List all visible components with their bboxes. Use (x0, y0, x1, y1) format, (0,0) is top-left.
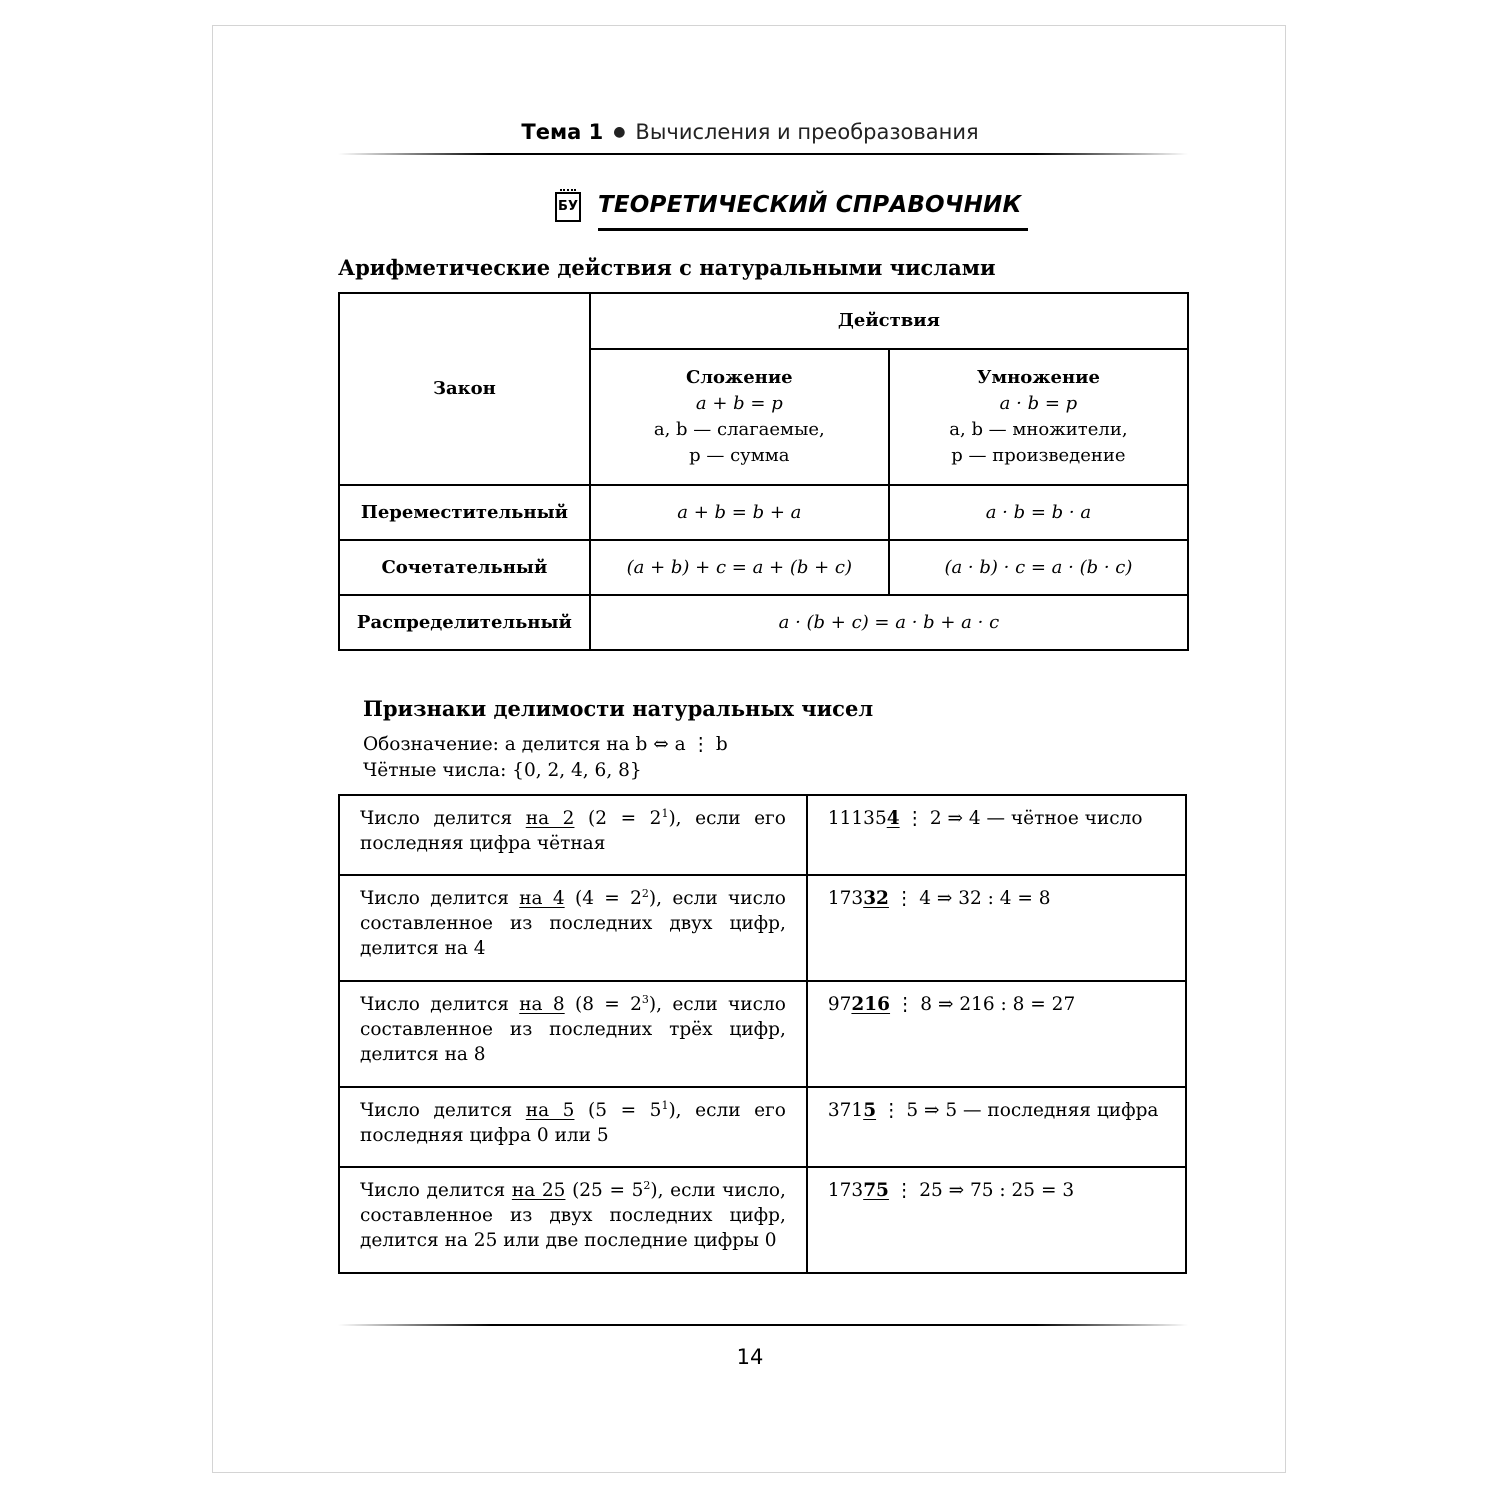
multiplication-header (889, 349, 1188, 485)
section-title-arithmetic: Арифметические действия с натуральными числами (338, 255, 996, 280)
addition-formula: a + b = p (695, 393, 783, 414)
rule-div-25 (339, 1167, 807, 1273)
topic-label: Тема 1 (521, 120, 604, 144)
rule-div-2 (339, 795, 807, 875)
rule-div-5 (339, 1087, 807, 1167)
example-key-digits: 75 (863, 1180, 889, 1201)
example-digits: 173 (827, 888, 864, 909)
rule-divisor: на 8 (519, 994, 565, 1015)
rule-divisor: на 5 (525, 1100, 575, 1121)
example-key-digits: 5 (863, 1100, 877, 1121)
multiplication-name: Умножение (976, 367, 1100, 388)
header-rule (338, 153, 1188, 155)
rule-exponent: 2 (643, 1178, 651, 1192)
notebook-icon: БУ (555, 192, 581, 222)
rule-div-4 (339, 875, 807, 981)
example-div-4 (807, 875, 1186, 981)
example-digits: 173 (827, 1180, 864, 1201)
rule-exponent: 1 (661, 806, 669, 820)
rule-text: (2 = 2 (574, 808, 662, 829)
example-text: ⋮ 4 ⇒ 32 : 4 = 8 (888, 888, 1051, 909)
rule-text: Число делится (360, 888, 520, 909)
rule-text: Число делится (360, 994, 520, 1015)
multiplication-terms: a, b — множители, (949, 419, 1128, 440)
rule-text: (4 = 2 (564, 888, 642, 909)
running-head (0, 120, 1500, 144)
example-key-digits: 216 (851, 994, 891, 1015)
example-digits: 97 (827, 994, 852, 1015)
distributive-formula: a · (b + c) = a · b + a · c (590, 595, 1188, 650)
commutative-mul: a · b = b · a (889, 485, 1188, 540)
divisibility-table (338, 794, 1187, 1274)
example-text: ⋮ 2 ⇒ 4 — чётное число (899, 808, 1143, 829)
example-digits: 11135 (827, 808, 887, 829)
rule-div-8 (339, 981, 807, 1087)
addition-result: p — сумма (689, 445, 790, 466)
addition-terms: a, b — слагаемые, (653, 419, 825, 440)
header-law: Закон (339, 293, 590, 485)
rule-text: (25 = 5 (565, 1180, 644, 1201)
rule-exponent: 3 (641, 992, 649, 1006)
example-key-digits: 4 (886, 808, 900, 829)
rule-text: ), если его последняя цифра 0 или 5 (360, 1100, 786, 1146)
associative-add: (a + b) + c = a + (b + c) (590, 540, 889, 595)
example-div-8 (807, 981, 1186, 1087)
law-distributive: Распределительный (339, 595, 590, 650)
example-text: ⋮ 5 ⇒ 5 — последняя цифра (876, 1100, 1159, 1121)
bullet-icon: ● (613, 124, 626, 140)
example-text: ⋮ 25 ⇒ 75 : 25 = 3 (888, 1180, 1075, 1201)
rule-exponent: 2 (641, 886, 649, 900)
page-number: 14 (736, 1345, 764, 1369)
rule-divisor: на 2 (525, 808, 575, 829)
rule-text: ), если его последняя цифра чётная (360, 808, 786, 854)
rule-text: (5 = 5 (574, 1100, 662, 1121)
banner-title: ТЕОРЕТИЧЕСКИЙ СПРАВОЧНИК (598, 192, 1022, 218)
rule-text: Число делится (360, 1180, 512, 1201)
example-digits: 371 (827, 1100, 864, 1121)
rule-text: ), если число составленное из последних трёх цифр, делится на 8 (360, 994, 786, 1065)
rule-divisor: на 25 (511, 1180, 566, 1201)
multiplication-formula: a · b = p (999, 393, 1078, 414)
header-actions: Действия (590, 293, 1188, 349)
example-div-25 (807, 1167, 1186, 1273)
rule-exponent: 1 (661, 1098, 669, 1112)
reference-banner (555, 190, 1022, 234)
notation-line: Обозначение: a делится на b ⇔ a ⋮ b (363, 734, 728, 755)
law-commutative: Переместительный (339, 485, 590, 540)
section-title-divisibility: Признаки делимости натуральных чисел (363, 696, 874, 721)
rule-text: ), если число, составленное из двух последних цифр, делится на 25 или две последние цифры 0 (360, 1180, 786, 1251)
example-key-digits: 32 (863, 888, 889, 909)
commutative-add: a + b = b + a (590, 485, 889, 540)
example-div-2 (807, 795, 1186, 875)
law-associative: Сочетательный (339, 540, 590, 595)
example-div-5 (807, 1087, 1186, 1167)
addition-header (590, 349, 889, 485)
footer-rule (338, 1324, 1188, 1326)
rule-text: (8 = 2 (564, 994, 642, 1015)
associative-mul: (a · b) · c = a · (b · c) (889, 540, 1188, 595)
multiplication-result: p — произведение (951, 445, 1126, 466)
rule-text: Число делится (360, 1100, 526, 1121)
topic-title: Вычисления и преобразования (635, 120, 979, 144)
addition-name: Сложение (686, 367, 793, 388)
rule-text: ), если число составленное из последних двух цифр, делится на 4 (360, 888, 786, 959)
banner-underline (598, 228, 1028, 231)
rule-text: Число делится (360, 808, 526, 829)
arithmetic-laws-table (338, 292, 1189, 651)
even-digits-line: Чётные числа: {0, 2, 4, 6, 8} (363, 760, 642, 781)
rule-divisor: на 4 (519, 888, 565, 909)
example-text: ⋮ 8 ⇒ 216 : 8 = 27 (890, 994, 1076, 1015)
